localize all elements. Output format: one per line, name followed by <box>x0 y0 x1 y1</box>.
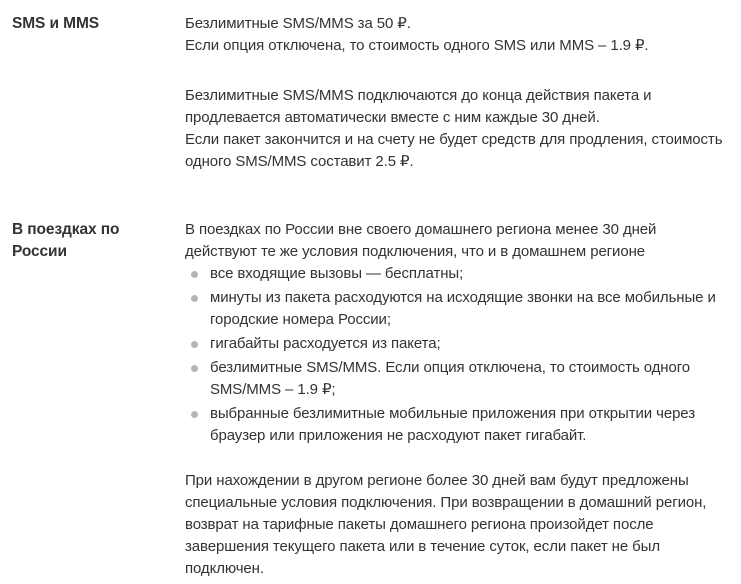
list-item-text: все входящие вызовы — бесплатны; <box>210 265 464 282</box>
section-travel-russia <box>12 219 727 580</box>
bullet-icon <box>191 341 198 348</box>
sms-disabled-price-line: Если опция отключена, то стоимость одного SMS или MMS – 1.9 ₽. <box>185 37 649 54</box>
list-item-text: минуты из пакета расходуются на исходящие звонки на все мобильные и городские номера России; <box>210 289 716 328</box>
sms-price-line: Безлимитные SMS/MMS за 50 ₽. <box>185 15 411 32</box>
section-sms-mms <box>12 13 727 173</box>
list-item <box>185 357 727 401</box>
list-item-text: гигабайты расходуется из пакета; <box>210 335 441 352</box>
travel-conditions-list <box>185 263 727 447</box>
bullet-icon <box>191 411 198 418</box>
bullet-icon <box>191 271 198 278</box>
section-sms-mms-content <box>185 13 727 173</box>
sms-renewal-line: Безлимитные SMS/MMS подключаются до конца действия пакета и продлевается автоматически вместе с ним каждые 30 дней. <box>185 87 652 126</box>
bullet-icon <box>191 365 198 372</box>
list-item-text: безлимитные SMS/MMS. Если опция отключена, то стоимость одного SMS/MMS – 1.9 ₽; <box>210 359 690 398</box>
list-item-text: выбранные безлимитные мобильные приложения при открытии через браузер или приложения не расходуют пакет гигабайт. <box>210 405 695 444</box>
section-travel-russia-content <box>185 219 727 580</box>
list-item <box>185 403 727 447</box>
sms-no-funds-line: Если пакет закончится и на счету не будет средств для продления, стоимость одного SMS/MMS составит 2.5 ₽. <box>185 131 723 170</box>
list-item <box>185 287 727 331</box>
list-item <box>185 263 727 285</box>
bullet-icon <box>191 295 198 302</box>
section-sms-mms-label: SMS и MMS <box>12 15 99 32</box>
list-item <box>185 333 727 355</box>
section-travel-russia-label: В поездках по России <box>12 221 120 260</box>
travel-intro-line: В поездках по России вне своего домашнего региона менее 30 дней действуют те же условия подключения, что и в домашнем регионе <box>185 221 657 260</box>
travel-outro-line: При нахождении в другом регионе более 30 дней вам будут предложены специальные условия подключения. При возвращении в домашний регион, возврат на тарифные пакеты домашнего региона произойдет после завершения текущего пакета или в течение суток, если пакет не был подключен. <box>185 472 707 577</box>
